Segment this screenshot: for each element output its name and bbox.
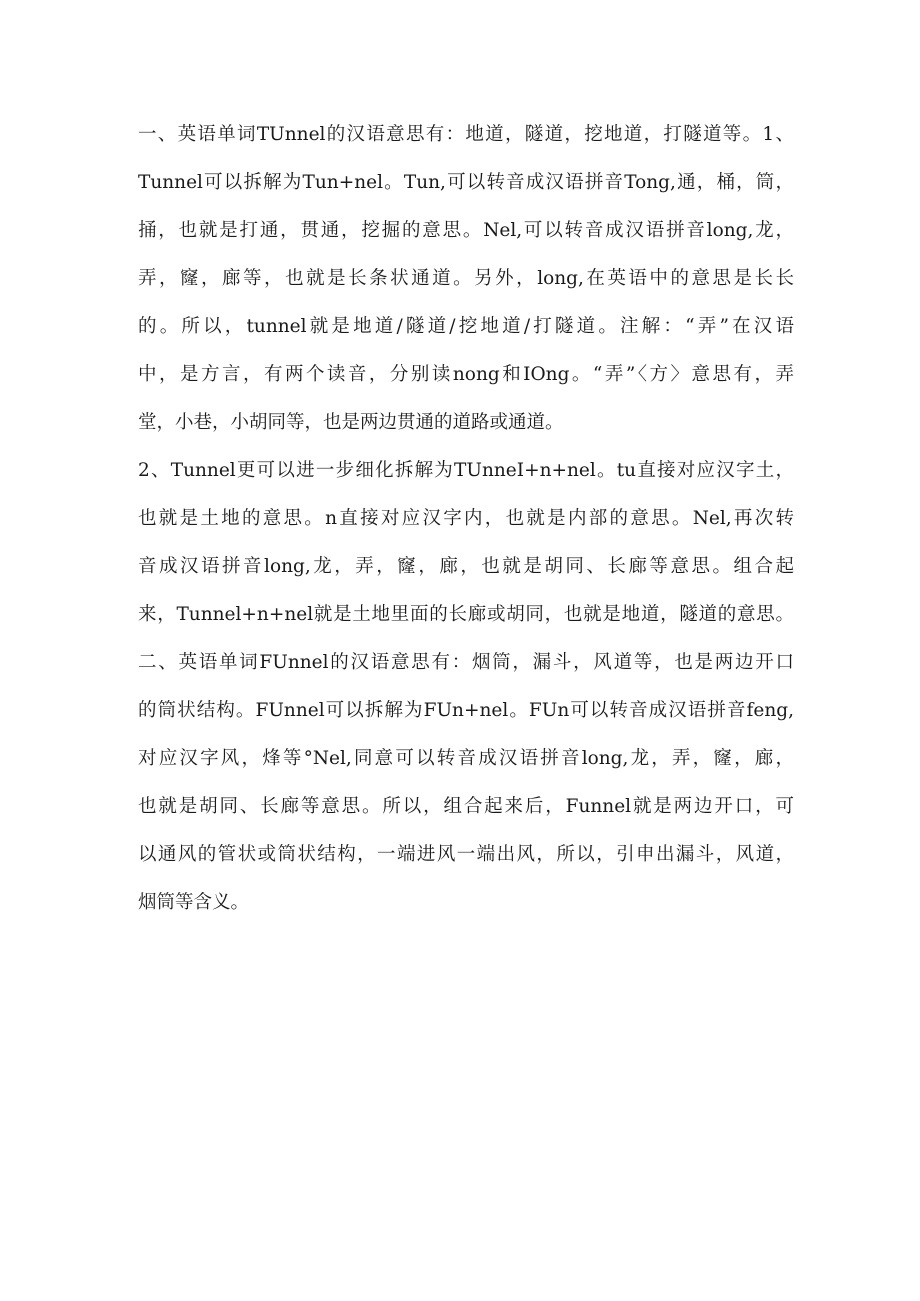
text-line: 二、英语单词FUnnel的汉语意思有：烟筒，漏斗，风道等，也是两边开口 bbox=[138, 652, 794, 673]
text-line: 中，是方言，有两个读音，分别读nong和IOng。“弄”〈方〉意思有，弄 bbox=[138, 364, 794, 385]
text-line: 的。所以，tunnel就是地道/隧道/挖地道/打隧道。注解：“弄”在汉语 bbox=[138, 316, 794, 337]
text-line: 来，Tunnel+n+nel就是土地里面的长廊或胡同，也就是地道，隧道的意思。 bbox=[138, 604, 794, 625]
text-line: 也就是土地的意思。n直接对应汉字内，也就是内部的意思。Nel,再次转 bbox=[138, 508, 794, 529]
text-line: 以通风的管状或筒状结构，一端进风一端出风，所以，引申出漏斗，风道， bbox=[138, 844, 794, 865]
document-body bbox=[138, 115, 794, 931]
text-line: 2、Tunnel更可以进一步细化拆解为TUnneI+n+nel。tu直接对应汉字土， bbox=[138, 460, 794, 481]
text-line: 音成汉语拼音long,龙，弄，窿，廊，也就是胡同、长廊等意思。组合起 bbox=[138, 556, 794, 577]
text-line: 捅，也就是打通，贯通，挖掘的意思。Nel,可以转音成汉语拼音long,龙， bbox=[138, 220, 794, 241]
text-line: 烟筒等含义。 bbox=[138, 892, 250, 913]
text-line: 堂，小巷，小胡同等，也是两边贯通的道路或通道。 bbox=[138, 412, 564, 433]
text-line: 的筒状结构。FUnnel可以拆解为FUn+nel。FUn可以转音成汉语拼音feng, bbox=[138, 700, 794, 721]
text-line: 弄，窿，廊等，也就是长条状通道。另外，long,在英语中的意思是长长 bbox=[138, 268, 794, 289]
text-line: 也就是胡同、长廊等意思。所以，组合起来后，Funnel就是两边开口，可 bbox=[138, 796, 794, 817]
text-line: 对应汉字风，烽等°Nel,同意可以转音成汉语拼音long,龙，弄，窿，廊， bbox=[138, 748, 794, 769]
text-line: 一、英语单词TUnnel的汉语意思有：地道，隧道，挖地道，打隧道等。1、 bbox=[138, 124, 794, 145]
text-line: Tunnel可以拆解为Tun+nel。Tun,可以转音成汉语拼音Tong,通，桶，筒， bbox=[138, 172, 794, 193]
